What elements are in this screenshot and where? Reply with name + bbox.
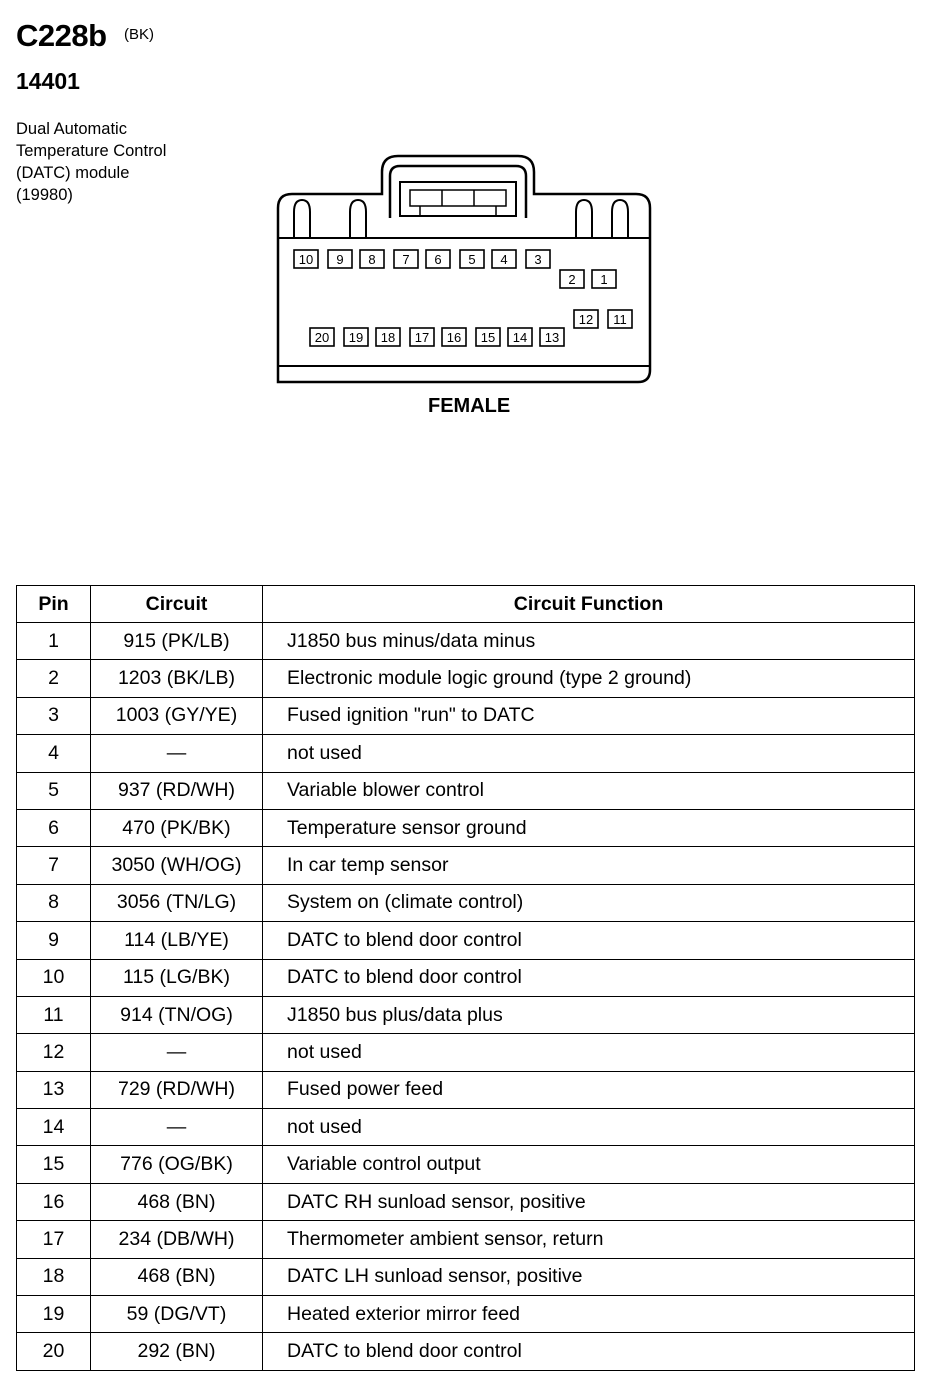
function-cell: Fused power feed bbox=[263, 1071, 915, 1108]
description-line: (DATC) module bbox=[16, 164, 130, 182]
pin-cell: 10 bbox=[17, 959, 91, 996]
pin-cell: 9 bbox=[17, 922, 91, 959]
table-row bbox=[17, 772, 915, 809]
function-cell: DATC to blend door control bbox=[263, 1333, 915, 1370]
table-row bbox=[17, 697, 915, 734]
table-row bbox=[17, 1109, 915, 1146]
guide-rib bbox=[294, 200, 310, 238]
table-row bbox=[17, 1146, 915, 1183]
function-cell: Fused ignition "run" to DATC bbox=[263, 697, 915, 734]
pin-cavity-grid bbox=[294, 250, 632, 346]
pin-cell: 12 bbox=[17, 1034, 91, 1071]
pin-table bbox=[16, 585, 915, 1371]
pin-cell: 13 bbox=[17, 1071, 91, 1108]
pin-cell: 7 bbox=[17, 847, 91, 884]
pin-number-label: 2 bbox=[568, 272, 576, 287]
pin-number-label: 20 bbox=[314, 330, 330, 345]
pin-number-label: 15 bbox=[480, 330, 496, 345]
pin-number-label: 1 bbox=[600, 272, 608, 287]
guide-rib bbox=[350, 200, 366, 238]
function-cell: not used bbox=[263, 1034, 915, 1071]
pin-number-label: 13 bbox=[544, 330, 560, 345]
pin-number-label: 9 bbox=[336, 252, 344, 267]
pin-number-label: 5 bbox=[468, 252, 476, 267]
harness-number: 14401 bbox=[16, 68, 80, 94]
circuit-cell: 468 (BN) bbox=[91, 1258, 263, 1295]
function-cell: J1850 bus minus/data minus bbox=[263, 623, 915, 660]
circuit-cell: 937 (RD/WH) bbox=[91, 772, 263, 809]
pin-number-label: 6 bbox=[434, 252, 442, 267]
lock-tab-window bbox=[400, 182, 516, 216]
function-cell: In car temp sensor bbox=[263, 847, 915, 884]
table-row bbox=[17, 809, 915, 846]
pin-number-label: 16 bbox=[446, 330, 462, 345]
table-row bbox=[17, 1183, 915, 1220]
circuit-cell: 1203 (BK/LB) bbox=[91, 660, 263, 697]
table-row bbox=[17, 660, 915, 697]
table-row bbox=[17, 1333, 915, 1370]
circuit-cell: — bbox=[91, 1109, 263, 1146]
function-cell: DATC LH sunload sensor, positive bbox=[263, 1258, 915, 1295]
pin-cell: 11 bbox=[17, 996, 91, 1033]
function-cell: DATC RH sunload sensor, positive bbox=[263, 1183, 915, 1220]
table-header-row bbox=[17, 586, 915, 623]
pin-cell: 20 bbox=[17, 1333, 91, 1370]
description-line: Temperature Control bbox=[16, 142, 167, 160]
circuit-cell: — bbox=[91, 735, 263, 772]
pin-cell: 2 bbox=[17, 660, 91, 697]
pin-number-label: 14 bbox=[512, 330, 528, 345]
circuit-cell: — bbox=[91, 1034, 263, 1071]
pin-cell: 18 bbox=[17, 1258, 91, 1295]
column-header-circuit: Circuit bbox=[91, 586, 263, 623]
function-cell: Variable control output bbox=[263, 1146, 915, 1183]
table-row bbox=[17, 623, 915, 660]
pin-cell: 16 bbox=[17, 1183, 91, 1220]
table-row bbox=[17, 735, 915, 772]
table-row bbox=[17, 1034, 915, 1071]
column-header-pin: Pin bbox=[17, 586, 91, 623]
circuit-cell: 468 (BN) bbox=[91, 1183, 263, 1220]
pin-cell: 8 bbox=[17, 884, 91, 921]
column-header-function: Circuit Function bbox=[263, 586, 915, 623]
table-row bbox=[17, 996, 915, 1033]
component-description bbox=[16, 118, 166, 206]
circuit-cell: 292 (BN) bbox=[91, 1333, 263, 1370]
circuit-cell: 59 (DG/VT) bbox=[91, 1296, 263, 1333]
circuit-cell: 776 (OG/BK) bbox=[91, 1146, 263, 1183]
table-row bbox=[17, 1296, 915, 1333]
connector-view-label: FEMALE bbox=[428, 395, 511, 417]
pin-number-label: 10 bbox=[298, 252, 314, 267]
function-cell: DATC to blend door control bbox=[263, 959, 915, 996]
pin-cell: 1 bbox=[17, 623, 91, 660]
pin-number-label: 19 bbox=[348, 330, 364, 345]
circuit-cell: 1003 (GY/YE) bbox=[91, 697, 263, 734]
pin-number-label: 3 bbox=[534, 252, 542, 267]
pin-cell: 15 bbox=[17, 1146, 91, 1183]
pin-number-label: 4 bbox=[500, 252, 508, 267]
function-cell: Electronic module logic ground (type 2 ground) bbox=[263, 660, 915, 697]
circuit-cell: 914 (TN/OG) bbox=[91, 996, 263, 1033]
circuit-cell: 470 (PK/BK) bbox=[91, 809, 263, 846]
function-cell: DATC to blend door control bbox=[263, 922, 915, 959]
circuit-cell: 114 (LB/YE) bbox=[91, 922, 263, 959]
table-row bbox=[17, 847, 915, 884]
description-line: (19980) bbox=[16, 186, 73, 204]
pin-number-label: 17 bbox=[414, 330, 430, 345]
circuit-cell: 115 (LG/BK) bbox=[91, 959, 263, 996]
table-row bbox=[17, 959, 915, 996]
table-row bbox=[17, 922, 915, 959]
pin-cell: 19 bbox=[17, 1296, 91, 1333]
circuit-cell: 915 (PK/LB) bbox=[91, 623, 263, 660]
function-cell: Heated exterior mirror feed bbox=[263, 1296, 915, 1333]
pin-number-label: 11 bbox=[613, 312, 627, 327]
table-row bbox=[17, 1071, 915, 1108]
function-cell: not used bbox=[263, 1109, 915, 1146]
circuit-cell: 3056 (TN/LG) bbox=[91, 884, 263, 921]
pin-number-label: 12 bbox=[578, 312, 594, 327]
guide-rib bbox=[612, 200, 628, 238]
table-row bbox=[17, 1258, 915, 1295]
pin-cell: 6 bbox=[17, 809, 91, 846]
pin-number-label: 18 bbox=[380, 330, 396, 345]
guide-rib bbox=[576, 200, 592, 238]
circuit-cell: 234 (DB/WH) bbox=[91, 1221, 263, 1258]
pin-cell: 4 bbox=[17, 735, 91, 772]
pin-cell: 3 bbox=[17, 697, 91, 734]
pin-cell: 14 bbox=[17, 1109, 91, 1146]
function-cell: Thermometer ambient sensor, return bbox=[263, 1221, 915, 1258]
pin-cell: 17 bbox=[17, 1221, 91, 1258]
table-row bbox=[17, 1221, 915, 1258]
function-cell: J1850 bus plus/data plus bbox=[263, 996, 915, 1033]
description-line: Dual Automatic bbox=[16, 120, 127, 138]
table-row bbox=[17, 884, 915, 921]
circuit-cell: 3050 (WH/OG) bbox=[91, 847, 263, 884]
function-cell: not used bbox=[263, 735, 915, 772]
function-cell: Variable blower control bbox=[263, 772, 915, 809]
connector-face-diagram bbox=[270, 150, 660, 390]
pin-number-label: 8 bbox=[368, 252, 376, 267]
function-cell: Temperature sensor ground bbox=[263, 809, 915, 846]
connector-id: C228b bbox=[16, 18, 107, 53]
pin-number-label: 7 bbox=[402, 252, 410, 267]
function-cell: System on (climate control) bbox=[263, 884, 915, 921]
connector-color: (BK) bbox=[124, 26, 154, 43]
circuit-cell: 729 (RD/WH) bbox=[91, 1071, 263, 1108]
pin-cell: 5 bbox=[17, 772, 91, 809]
